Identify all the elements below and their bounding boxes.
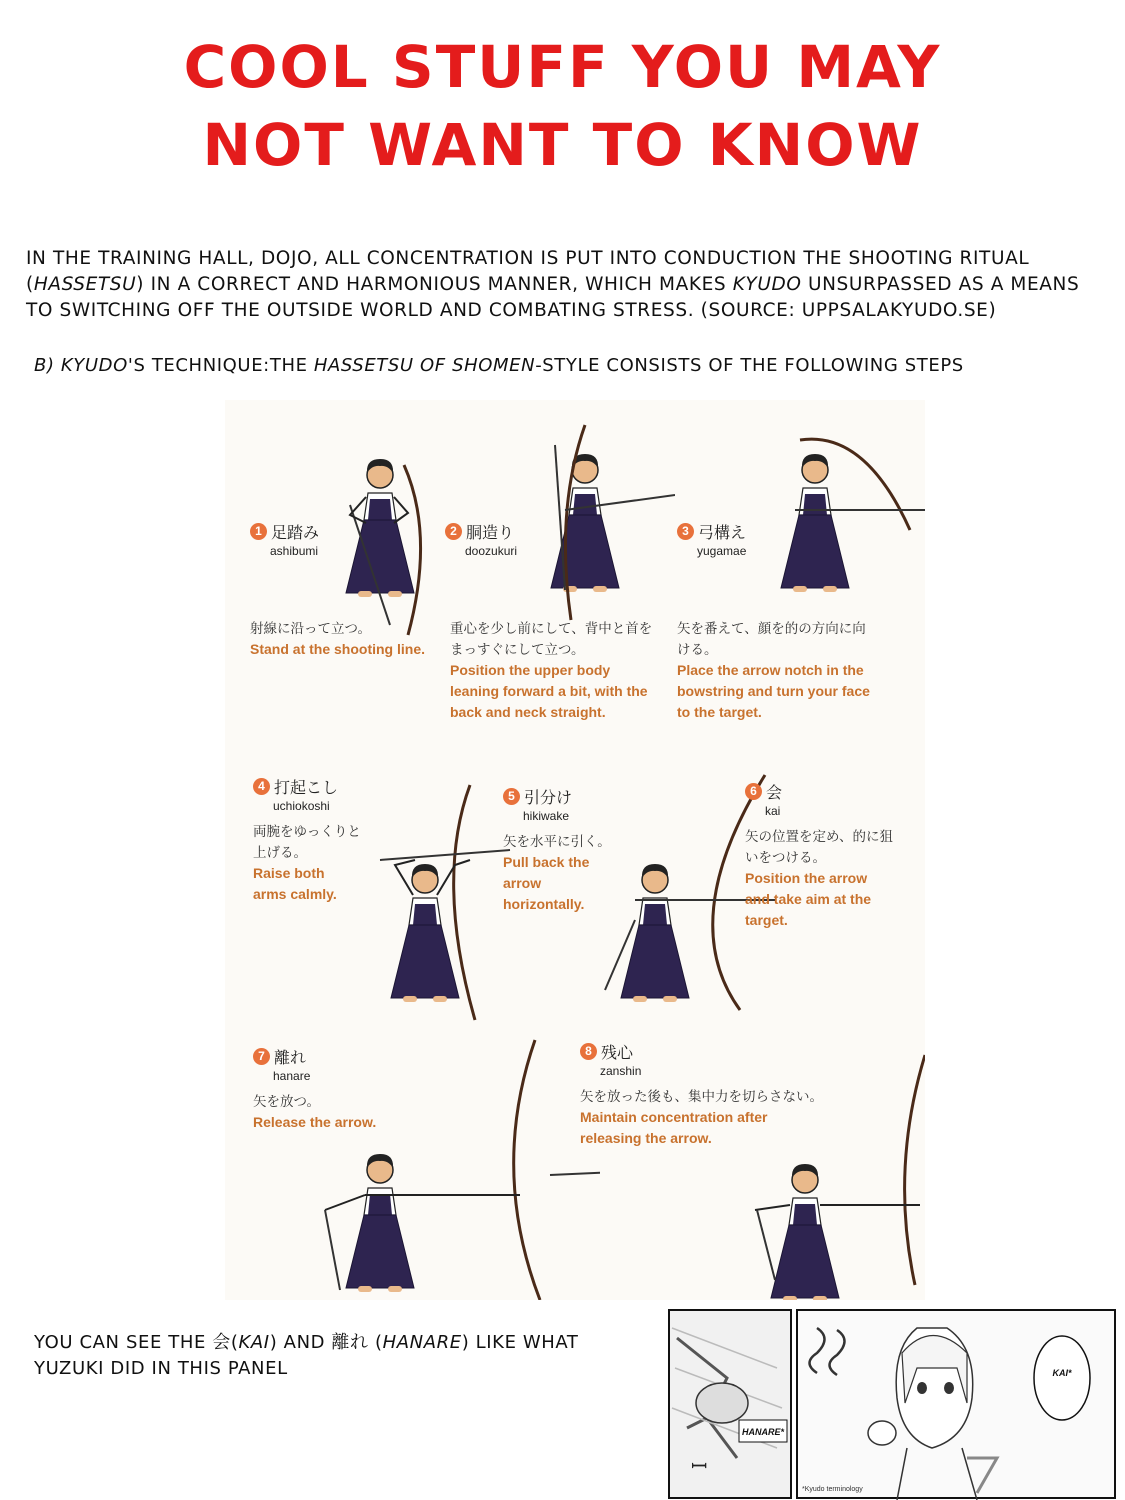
step-uchiokoshi: [253, 775, 383, 905]
step-number: 2: [445, 523, 462, 540]
step-jp-name: 打起こし: [274, 780, 339, 797]
step-hanare: [253, 1045, 413, 1133]
page-title: [0, 28, 1125, 184]
step-yugamae: [677, 520, 797, 558]
step-number: 6: [745, 783, 762, 800]
intro-term-kyudo: KYUDO: [732, 274, 802, 295]
subhead-term-hassetsu: HASSETSU: [313, 355, 414, 376]
intro-text-2: ) IN A CORRECT AND HARMONIOUS MANNER, WHICH MAKES: [136, 274, 733, 295]
manga-kai-label: KAI*: [1052, 1368, 1072, 1378]
title-line-1: COOL STUFF YOU MAY: [183, 33, 942, 101]
manga-hanare-label: HANARE*: [741, 1427, 785, 1437]
panel-caption: [34, 1330, 634, 1382]
intro-paragraph: [26, 246, 1101, 324]
step-yugamae-desc: [677, 610, 877, 723]
step-en-desc: Position the upper body leaning forward a bit, with the back and neck straight.: [450, 662, 648, 720]
step-number: 4: [253, 778, 270, 795]
step-number: 8: [580, 1043, 597, 1060]
step-doozukuri: [445, 520, 565, 558]
intro-term-hassetsu: HASSETSU: [33, 274, 137, 295]
step-jp-desc: 射線に沿って立つ。: [250, 621, 371, 636]
caption-term-kai: KAI: [238, 1332, 270, 1353]
step-jp-name: 胴造り: [466, 525, 515, 542]
kyudo-steps-illustration: [225, 400, 925, 1300]
step-jp-name: 会: [766, 785, 783, 802]
caption-text-1: YOU CAN SEE THE 会(: [34, 1332, 239, 1353]
manga-footnote: *Kyudo terminology: [802, 1486, 863, 1493]
step-en-desc: Position the arrow and take aim at the target.: [745, 870, 872, 928]
caption-text-3: ) LIKE WHAT YUZUKI DID IN THIS PANEL: [34, 1332, 579, 1379]
subhead-term-kyudo: KYUDO: [60, 355, 128, 376]
step-kai: [745, 780, 905, 931]
subhead-text-2: OF: [413, 355, 453, 376]
step-en-desc: Raise both arms calmly.: [253, 865, 337, 902]
step-en-desc: Release the arrow.: [253, 1114, 377, 1130]
step-jp-name: 足踏み: [271, 525, 320, 542]
technique-subheading: [34, 354, 1094, 378]
step-jp-desc: 矢の位置を定め、的に狙いをつける。: [745, 829, 893, 865]
caption-term-hanare: HANARE: [382, 1332, 462, 1353]
step-jp-desc: 矢を放つ。: [253, 1094, 320, 1109]
step-jp-name: 弓構え: [698, 525, 747, 542]
step-ashibumi-desc: [250, 610, 440, 660]
step-number: 3: [677, 523, 694, 540]
step-romaji: hikiwake: [523, 809, 570, 823]
step-jp-name: 引分け: [524, 790, 573, 807]
intro-text-1: IN THE TRAINING HALL, DOJO, ALL CONCENTRATION IS PUT INTO CONDUCTION THE SHOOTING RITUAL (: [26, 248, 1030, 295]
subhead-prefix: B): [34, 355, 61, 376]
step-romaji: uchiokoshi: [273, 799, 330, 813]
step-ashibumi: [250, 520, 440, 558]
step-doozukuri-desc: [450, 610, 655, 723]
step-jp-desc: 両腕をゆっくりと上げる。: [253, 824, 361, 860]
step-romaji: yugamae: [697, 544, 747, 558]
step-number: 5: [503, 788, 520, 805]
step-romaji: ashibumi: [270, 544, 319, 558]
caption-text-2: ) AND 離れ (: [269, 1332, 383, 1353]
step-jp-desc: 矢を放った後も、集中力を切らさない。: [580, 1089, 823, 1104]
step-number: 7: [253, 1048, 270, 1065]
manga-panel: [667, 1308, 1117, 1500]
step-jp-name: 残心: [601, 1045, 634, 1062]
step-jp-desc: 重心を少し前にして、背中と首をまっすぐにして立つ。: [450, 621, 653, 657]
subhead-term-shomen: SHOMEN: [452, 355, 536, 376]
step-en-desc: Maintain concentration after releasing the arrow.: [580, 1109, 768, 1146]
step-romaji: doozukuri: [465, 544, 518, 558]
step-jp-desc: 矢を番えて、顔を的の方向に向ける。: [677, 621, 866, 657]
intro-text-3: UNSURPASSED AS A MEANS TO SWITCHING OFF THE OUTSIDE WORLD AND COMBATING STRESS. (SOURCE: UPPSALAKYUDO.SE): [26, 274, 1080, 321]
step-en-desc: Stand at the shooting line.: [250, 641, 425, 657]
step-romaji: kai: [765, 804, 781, 818]
subhead-text-1: 'S TECHNIQUE:THE: [127, 355, 314, 376]
subhead-text-3: -STYLE CONSISTS OF THE FOLLOWING STEPS: [535, 355, 964, 376]
step-zanshin: [580, 1040, 880, 1149]
step-number: 1: [250, 523, 267, 540]
title-line-2: NOT WANT TO KNOW: [202, 111, 923, 179]
step-jp-name: 離れ: [274, 1050, 307, 1067]
step-jp-desc: 矢を水平に引く。: [503, 834, 611, 849]
svg-text:ꟷ: ꟷ: [691, 1456, 708, 1478]
step-hikiwake: [503, 785, 623, 915]
step-romaji: zanshin: [600, 1064, 642, 1078]
step-en-desc: Place the arrow notch in the bowstring and turn your face to the target.: [677, 662, 870, 720]
step-en-desc: Pull back the arrow horizontally.: [503, 854, 590, 912]
step-romaji: hanare: [273, 1069, 311, 1083]
